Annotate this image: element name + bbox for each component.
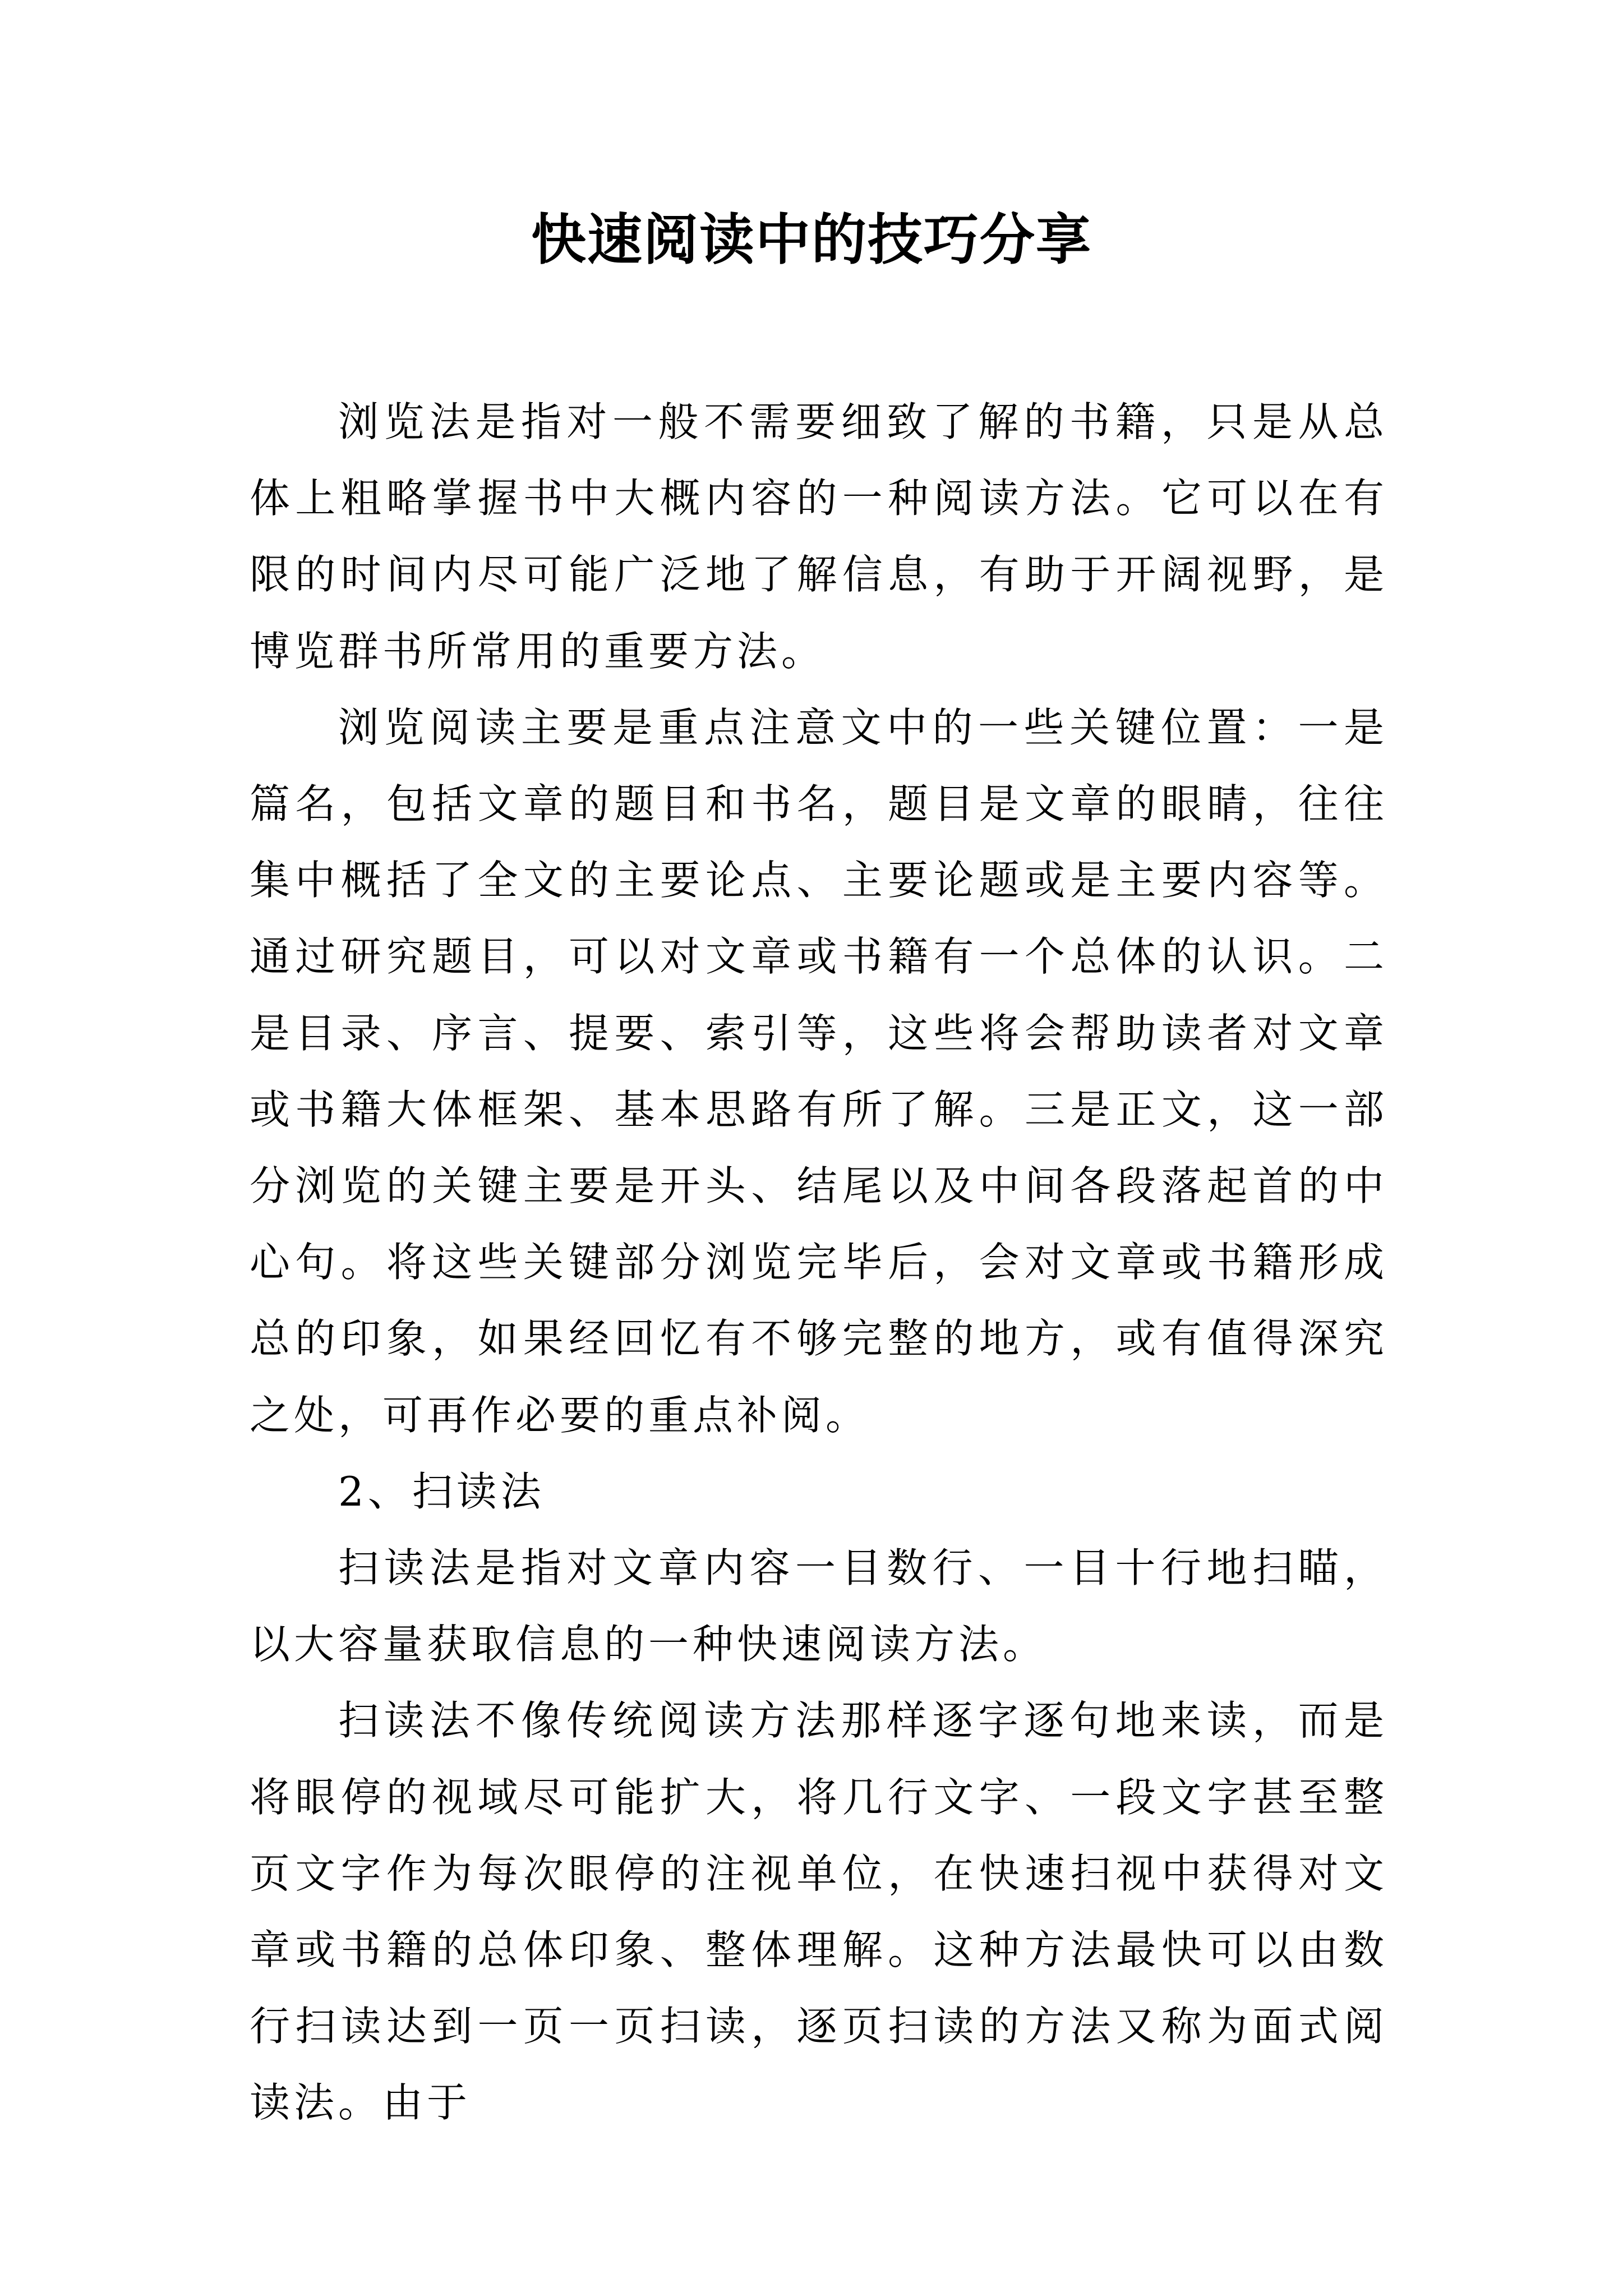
paragraph-browsing-key-positions: 浏览阅读主要是重点注意文中的一些关键位置：一是篇名，包括文章的题目和书名，题目是文章的眼睛，往往集中概括了全文的主要论点、主要论题或是主要内容等。通过研究题目，可以对文章或书籍有一个总体的认识。二是目录、序言、提要、索引等，这些将会帮助读者对文章或书籍大体框架、基本思路有所了解。三是正文，这一部分浏览的关键主要是开头、结尾以及中间各段落起首的中心句。将这些关键部分浏览完毕后，会对文章或书籍形成总的印象，如果经回忆有不够完整的地方，或有值得深究之处，可再作必要的重点补阅。: [250, 703, 1388, 1439]
paragraph-scan-reading-definition: 扫读法是指对文章内容一目数行、一目十行地扫瞄，以大容量获取信息的一种快速阅读方法。: [250, 1544, 1388, 1668]
paragraph-browsing-method: 浏览法是指对一般不需要细致了解的书籍，只是从总体上粗略掌握书中大概内容的一种阅读方法。它可以在有限的时间内尽可能广泛地了解信息，有助于开阔视野，是博览群书所常用的重要方法。: [250, 398, 1388, 675]
paragraph-scan-reading-details: 扫读法不像传统阅读方法那样逐字逐句地来读，而是将眼停的视域尽可能扩大，将几行文字、一段文字甚至整页文字作为每次眼停的注视单位，在快速扫视中获得对文章或书籍的总体印象、整体理解。这种方法最快可以由数行扫读达到一页一页扫读，逐页扫读的方法又称为面式阅读法。由于: [250, 1697, 1388, 2127]
document-title: 快速阅读中的技巧分享: [531, 208, 1092, 272]
document-body: [250, 384, 1388, 2141]
section-heading-scan-reading: 2、扫读法: [338, 1467, 545, 1515]
